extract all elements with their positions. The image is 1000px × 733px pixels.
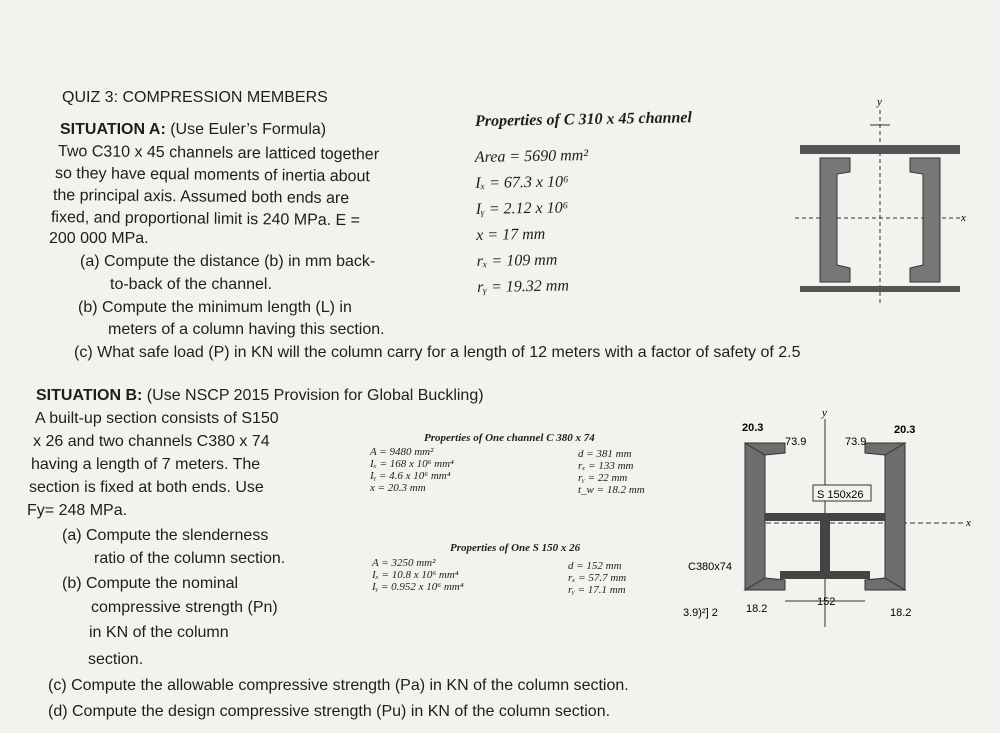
situation-a-heading: SITUATION A: — [60, 121, 166, 138]
s-prop: A = 3250 mm² — [372, 557, 436, 569]
situation-b-line: having a length of 7 meters. The — [31, 456, 261, 473]
s-section-web — [820, 521, 830, 571]
situation-b-line: A built-up section consists of S150 — [35, 410, 279, 427]
situation-a-question-b-cont: meters of a column having this section. — [108, 321, 385, 338]
channel-prop: rᵧ = 22 mm — [578, 472, 628, 484]
s-section-label: S 150x26 — [817, 489, 864, 501]
quiz-title: QUIZ 3: COMPRESSION MEMBERS — [62, 89, 328, 106]
situation-b-heading: SITUATION B: — [36, 387, 143, 404]
situation-b-figure — [680, 405, 980, 630]
channel-prop: t_w = 18.2 mm — [578, 484, 645, 496]
situation-a-props — [475, 143, 591, 301]
channel-prop: d = 381 mm — [578, 448, 632, 460]
situation-a-question-b: (b) Compute the minimum length (L) in — [78, 299, 352, 316]
situation-a-line: 200 000 MPa. — [49, 230, 149, 247]
left-note: 3.9)²] 2 — [683, 607, 718, 619]
situation-b-question-d: (d) Compute the design compressive strength (Pu) in KN of the column section. — [48, 703, 611, 720]
left-channel-web — [745, 443, 765, 590]
situation-a-heading-note: (Use Euler’s Formula) — [165, 121, 327, 138]
dim-mid-left: 73.9 — [785, 436, 807, 448]
channel-prop: rₓ = 133 mm — [578, 460, 634, 472]
y-axis-label: y — [822, 407, 827, 419]
s-props-right — [568, 560, 626, 596]
right-channel-web — [885, 443, 905, 590]
channel-props-title: Properties of One channel C 380 x 74 — [424, 432, 595, 444]
situation-b-question-b-cont: compressive strength (Pn) — [91, 599, 278, 616]
lattice-plate-top — [800, 145, 960, 154]
situation-a-question-a: (a) Compute the distance (b) in mm back- — [80, 253, 376, 270]
s-props-left — [372, 557, 464, 593]
situation-b-question-a: (a) Compute the slenderness — [62, 527, 269, 544]
channel-prop: Iᵧ = 4.6 x 10⁶ mm⁴ — [370, 470, 451, 482]
situation-a-question-a-cont: to-back of the channel. — [110, 276, 272, 293]
prop-area: Area = 5690 mm² — [474, 147, 589, 167]
s-prop: rₓ = 57.7 mm — [568, 572, 627, 584]
s-prop: Iᵧ = 0.952 x 10⁶ mm⁴ — [372, 581, 464, 593]
x-axis-label: x — [966, 517, 971, 529]
situation-b-question-a-cont: ratio of the column section. — [94, 550, 286, 567]
lattice-plate-bottom — [800, 286, 960, 292]
channel-prop: x = 20.3 mm — [370, 482, 426, 494]
situation-a-heading-line — [60, 120, 326, 140]
s-props-title: Properties of One S 150 x 26 — [450, 542, 581, 554]
channel-prop: Iₓ = 168 x 10⁶ mm⁴ — [370, 458, 454, 470]
s-prop: Iₓ = 10.8 x 10⁶ mm⁴ — [372, 569, 459, 581]
channel-prop: A = 9480 mm² — [370, 446, 434, 458]
situation-b-question-b: (b) Compute the nominal — [62, 575, 239, 592]
prop-iy: Iᵧ = 2.12 x 10⁶ — [475, 199, 569, 219]
prop-x: x = 17 mm — [476, 225, 546, 244]
channel-props-right — [578, 448, 645, 496]
dim-bottom-right: 18.2 — [890, 607, 912, 619]
situation-a-line: Two C310 x 45 channels are latticed together — [57, 143, 380, 164]
c-section-label: C380x74 — [688, 561, 733, 573]
s-prop: rᵧ = 17.1 mm — [568, 584, 626, 596]
situation-a-props-title: Properties of C 310 x 45 channel — [474, 109, 692, 130]
dim-mid-right: 73.9 — [845, 436, 867, 448]
prop-ix: Iₓ = 67.3 x 10⁶ — [475, 173, 569, 193]
situation-b-line: x 26 and two channels C380 x 74 — [33, 433, 270, 450]
dim-bottom-mid: 152 — [817, 596, 836, 608]
channel-props-left — [370, 446, 454, 494]
dim-left-top: 20.3 — [742, 422, 764, 434]
situation-a-line: fixed, and proportional limit is 240 MPa. E = — [50, 209, 361, 230]
s-section-flange-top — [765, 513, 885, 521]
situation-b-heading-note: (Use NSCP 2015 Provision for Global Buckling) — [142, 387, 484, 404]
prop-rx: rₓ = 109 mm — [476, 251, 558, 270]
situation-b-question-b-cont: in KN of the column — [89, 624, 229, 641]
situation-a-question-c: (c) What safe load (P) in KN will the column carry for a length of 12 meters with a factor of safety of 2.5 — [74, 344, 801, 361]
situation-b-question-b-cont: section. — [88, 651, 144, 668]
dim-right-top: 20.3 — [894, 424, 916, 436]
dim-bottom-left: 18.2 — [746, 603, 768, 615]
y-axis-label: y — [877, 96, 882, 108]
situation-b-line: section is fixed at both ends. Use — [29, 479, 264, 496]
situation-b-question-c: (c) Compute the allowable compressive strength (Pa) in KN of the column section. — [48, 677, 629, 694]
situation-a-line: the principal axis. Assumed both ends are — [52, 187, 350, 208]
situation-b-heading-line — [36, 386, 484, 406]
prop-ry: rᵧ = 19.32 mm — [476, 277, 570, 296]
x-axis-label: x — [961, 212, 966, 224]
situation-a-figure — [785, 90, 975, 310]
s-section-flange-bottom — [780, 571, 870, 579]
s-prop: d = 152 mm — [568, 560, 622, 572]
situation-b-line: Fy= 248 MPa. — [27, 502, 128, 519]
situation-a-line: so they have equal moments of inertia about — [54, 165, 370, 186]
